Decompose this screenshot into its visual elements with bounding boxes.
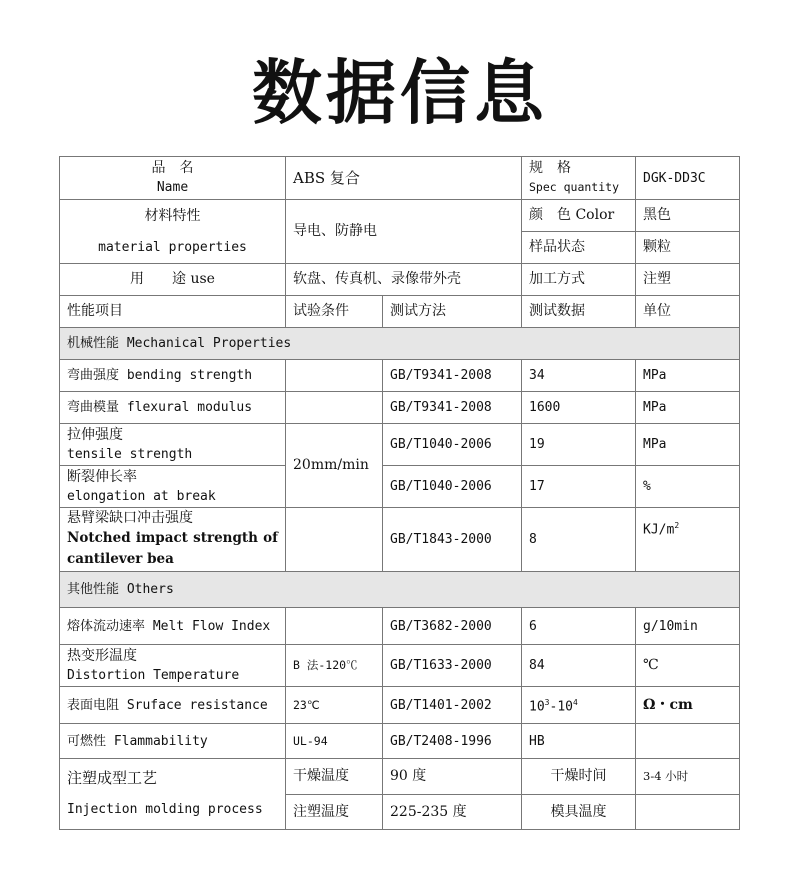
spec-table xyxy=(59,156,740,830)
material-label-cell xyxy=(60,200,286,264)
unit-cell: % xyxy=(636,466,740,508)
property-name-en: Notched impact strength of cantilever bea xyxy=(67,530,278,567)
property-name-en: Distortion Temperature xyxy=(67,667,240,683)
property-name-cn: 拉伸强度 xyxy=(67,426,123,443)
use-value-cell: 软盘、传真机、录像带外壳 xyxy=(286,264,522,296)
process-label-cell: 加工方式 xyxy=(522,264,636,296)
property-name: 表面电阻 Sruface resistance xyxy=(60,687,286,724)
unit-cell: MPa xyxy=(636,424,740,466)
dry-time-label: 干燥时间 xyxy=(522,759,636,795)
dry-temp-label: 干燥温度 xyxy=(286,759,383,795)
value-cell: 17 xyxy=(522,466,636,508)
name-label-cell xyxy=(60,157,286,200)
table-row xyxy=(60,608,740,645)
table-row xyxy=(60,687,740,724)
unit-cell: MPa xyxy=(636,392,740,424)
property-name-cell xyxy=(60,508,286,572)
method-cell: GB/T9341-2008 xyxy=(383,392,522,424)
name-label-cn: 品 名 xyxy=(151,160,194,176)
unit-cell: ℃ xyxy=(636,645,740,687)
condition-cell xyxy=(286,360,383,392)
process-value-cell: 注塑 xyxy=(636,264,740,296)
spec-label-cn: 规 格 xyxy=(529,160,571,176)
unit-cell: $KJ/m^2$ xyxy=(636,508,740,572)
property-name-cell xyxy=(60,466,286,508)
value-cell: 84 xyxy=(522,645,636,687)
property-name-cn: 热变形温度 xyxy=(67,647,137,664)
mold-temp-value: 225-235 度 xyxy=(383,795,522,830)
mold-temp-label: 注塑温度 xyxy=(286,795,383,830)
method-cell: GB/T1633-2000 xyxy=(383,645,522,687)
condition-cell: B 法-120℃ xyxy=(286,645,383,687)
property-name-en: Injection molding process xyxy=(67,802,263,817)
condition-cell xyxy=(286,508,383,572)
color-value-cell: 黑色 xyxy=(636,200,740,232)
material-value-cell: 导电、防静电 xyxy=(286,200,522,264)
property-name-cn: 注塑成型工艺 xyxy=(67,769,158,787)
product-name-cell: ABS 复合 xyxy=(286,157,522,200)
spec-value-cell: DGK-DD3C xyxy=(636,157,740,200)
material-label-cn: 材料特性 xyxy=(144,207,201,224)
property-name-cell xyxy=(60,759,286,830)
column-header: 测试数据 xyxy=(522,296,636,328)
property-name: 熔体流动速率 Melt Flow Index xyxy=(60,608,286,645)
column-header-row xyxy=(60,296,740,328)
page-title: 数据信息 xyxy=(252,52,548,134)
property-name-en: elongation at break xyxy=(67,488,216,504)
value-cell: $10^3-10^4$ xyxy=(522,687,636,724)
value-cell: 8 xyxy=(522,508,636,572)
table-row xyxy=(60,424,740,466)
value-cell: 1600 xyxy=(522,392,636,424)
material-label-en: material properties xyxy=(98,239,247,255)
property-name: 弯曲模量 flexural modulus xyxy=(60,392,286,424)
condition-cell xyxy=(286,392,383,424)
condition-cell: 20mm/min xyxy=(286,424,383,508)
table-row xyxy=(60,264,740,296)
property-name-cn: 悬臂梁缺口冲击强度 xyxy=(67,510,193,526)
unit-cell: g/10min xyxy=(636,608,740,645)
dry-time-value: 3-4 小时 xyxy=(636,759,740,795)
method-cell: GB/T3682-2000 xyxy=(383,608,522,645)
section-row xyxy=(60,328,740,360)
dry-temp-value: 90 度 xyxy=(383,759,522,795)
table-row xyxy=(60,157,740,200)
unit-cell xyxy=(636,724,740,759)
value-cell: HB xyxy=(522,724,636,759)
method-cell: GB/T2408-1996 xyxy=(383,724,522,759)
section-mechanical: 机械性能 Mechanical Properties xyxy=(60,328,740,360)
color-label-cell: 颜 色 Color xyxy=(522,200,636,232)
column-header: 单位 xyxy=(636,296,740,328)
property-name-cell xyxy=(60,424,286,466)
property-name-en: tensile strength xyxy=(67,446,193,462)
unit-cell: MPa xyxy=(636,360,740,392)
table-row xyxy=(60,508,740,572)
property-name-cell xyxy=(60,645,286,687)
method-cell: GB/T1401-2002 xyxy=(383,687,522,724)
property-name: 可燃性 Flammability xyxy=(60,724,286,759)
state-label-cell: 样品状态 xyxy=(522,232,636,264)
column-header: 试验条件 xyxy=(286,296,383,328)
property-name: 弯曲强度 bending strength xyxy=(60,360,286,392)
method-cell: GB/T9341-2008 xyxy=(383,360,522,392)
table-row xyxy=(60,360,740,392)
table-row xyxy=(60,645,740,687)
section-others: 其他性能 Others xyxy=(60,572,740,608)
table-row xyxy=(60,200,740,232)
property-name-cn: 断裂伸长率 xyxy=(67,468,137,485)
use-label-cell: 用 途 use xyxy=(60,264,286,296)
condition-cell xyxy=(286,608,383,645)
method-cell: GB/T1040-2006 xyxy=(383,466,522,508)
state-value-cell: 颗粒 xyxy=(636,232,740,264)
value-cell: 6 xyxy=(522,608,636,645)
table-row xyxy=(60,724,740,759)
name-label-en: Name xyxy=(156,180,189,195)
unit-cell: Ω・cm xyxy=(636,687,740,724)
spec-label-en: Spec quantity xyxy=(529,180,620,194)
column-header: 性能项目 xyxy=(60,296,286,328)
method-cell: GB/T1843-2000 xyxy=(383,508,522,572)
section-row xyxy=(60,572,740,608)
condition-cell: 23℃ xyxy=(286,687,383,724)
table-row xyxy=(60,392,740,424)
method-cell: GB/T1040-2006 xyxy=(383,424,522,466)
die-temp-label: 模具温度 xyxy=(522,795,636,830)
value-cell: 34 xyxy=(522,360,636,392)
value-cell: 19 xyxy=(522,424,636,466)
table-row xyxy=(60,466,740,508)
table-row xyxy=(60,759,740,795)
die-temp-value xyxy=(636,795,740,830)
spec-label-cell xyxy=(522,157,636,200)
column-header: 测试方法 xyxy=(383,296,522,328)
condition-cell: UL-94 xyxy=(286,724,383,759)
